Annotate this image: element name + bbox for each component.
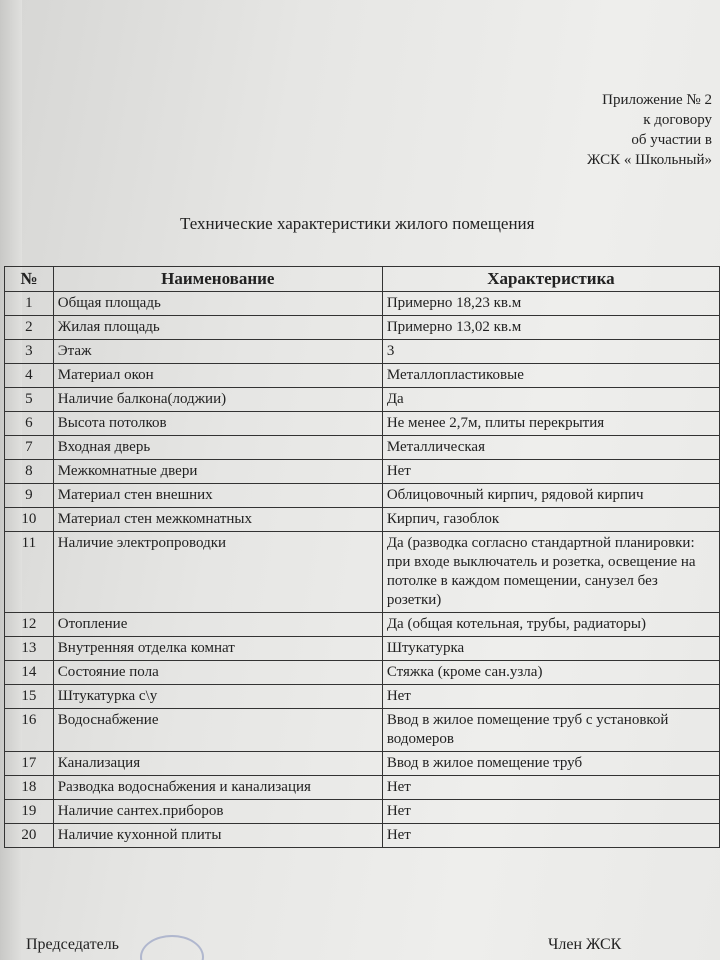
row-value: Нет	[382, 776, 719, 800]
row-name: Наличие электропроводки	[53, 532, 382, 613]
header-name: Наименование	[53, 267, 382, 292]
row-number: 18	[5, 776, 54, 800]
table-row	[5, 752, 720, 776]
row-value: Облицовочный кирпич, рядовой кирпич	[382, 484, 719, 508]
table-row	[5, 637, 720, 661]
row-name: Штукатурка с\у	[53, 685, 382, 709]
row-name: Внутренняя отделка комнат	[53, 637, 382, 661]
signature-chairman: Председатель	[26, 936, 119, 953]
row-number: 12	[5, 613, 54, 637]
row-value: Нет	[382, 460, 719, 484]
table-row	[5, 532, 720, 613]
table-row	[5, 388, 720, 412]
row-value: Нет	[382, 800, 719, 824]
row-name: Входная дверь	[53, 436, 382, 460]
row-value: Да (общая котельная, трубы, радиаторы)	[382, 613, 719, 637]
table-row	[5, 661, 720, 685]
row-number: 3	[5, 340, 54, 364]
table-row	[5, 709, 720, 752]
table-row	[5, 613, 720, 637]
row-name: Канализация	[53, 752, 382, 776]
row-number: 13	[5, 637, 54, 661]
row-name: Состояние пола	[53, 661, 382, 685]
row-name: Общая площадь	[53, 292, 382, 316]
row-number: 20	[5, 824, 54, 848]
table-row	[5, 800, 720, 824]
table-row	[5, 316, 720, 340]
row-value: Штукатурка	[382, 637, 719, 661]
row-value: Металлопластиковые	[382, 364, 719, 388]
row-value: Ввод в жилое помещение труб с установкой водомеров	[382, 709, 719, 752]
specifications-table	[4, 266, 720, 848]
table-row	[5, 460, 720, 484]
row-number: 6	[5, 412, 54, 436]
row-number: 7	[5, 436, 54, 460]
appendix-line-3: об участии в	[631, 132, 712, 148]
row-number: 8	[5, 460, 54, 484]
table-body	[5, 292, 720, 848]
table-row	[5, 685, 720, 709]
signature-member: Член ЖСК	[548, 936, 622, 953]
table-row	[5, 508, 720, 532]
row-number: 15	[5, 685, 54, 709]
row-number: 1	[5, 292, 54, 316]
table-row	[5, 776, 720, 800]
row-value: Примерно 13,02 кв.м	[382, 316, 719, 340]
row-name: Наличие балкона(лоджии)	[53, 388, 382, 412]
row-value: Нет	[382, 685, 719, 709]
row-name: Разводка водоснабжения и канализация	[53, 776, 382, 800]
row-number: 2	[5, 316, 54, 340]
row-value: Не менее 2,7м, плиты перекрытия	[382, 412, 719, 436]
header-num: №	[5, 267, 54, 292]
row-name: Наличие кухонной плиты	[53, 824, 382, 848]
row-name: Материал окон	[53, 364, 382, 388]
header-value: Характеристика	[382, 267, 719, 292]
row-value: Да	[382, 388, 719, 412]
table-row	[5, 484, 720, 508]
row-number: 14	[5, 661, 54, 685]
row-value: Кирпич, газоблок	[382, 508, 719, 532]
row-name: Материал стен межкомнатных	[53, 508, 382, 532]
row-value: 3	[382, 340, 719, 364]
row-number: 4	[5, 364, 54, 388]
row-name: Материал стен внешних	[53, 484, 382, 508]
row-number: 10	[5, 508, 54, 532]
table-row	[5, 364, 720, 388]
row-name: Высота потолков	[53, 412, 382, 436]
row-number: 19	[5, 800, 54, 824]
appendix-line-4: ЖСК « Школьный»	[587, 152, 712, 168]
row-name: Жилая площадь	[53, 316, 382, 340]
row-number: 17	[5, 752, 54, 776]
table-row	[5, 824, 720, 848]
table-row	[5, 292, 720, 316]
row-value: Стяжка (кроме сан.узла)	[382, 661, 719, 685]
table-header-row	[5, 267, 720, 292]
row-name: Водоснабжение	[53, 709, 382, 752]
row-name: Межкомнатные двери	[53, 460, 382, 484]
row-value: Ввод в жилое помещение труб	[382, 752, 719, 776]
row-value: Нет	[382, 824, 719, 848]
table-row	[5, 412, 720, 436]
row-name: Этаж	[53, 340, 382, 364]
row-value: Примерно 18,23 кв.м	[382, 292, 719, 316]
row-number: 5	[5, 388, 54, 412]
table-row	[5, 340, 720, 364]
row-number: 16	[5, 709, 54, 752]
row-number: 9	[5, 484, 54, 508]
document-title: Технические характеристики жилого помещения	[180, 214, 535, 233]
appendix-line-1: Приложение № 2	[602, 92, 712, 108]
appendix-line-2: к договору	[643, 112, 712, 128]
table-row	[5, 436, 720, 460]
row-value: Металлическая	[382, 436, 719, 460]
row-number: 11	[5, 532, 54, 613]
stamp-mark	[140, 935, 204, 960]
appendix-note	[587, 90, 712, 170]
row-name: Наличие сантех.приборов	[53, 800, 382, 824]
row-name: Отопление	[53, 613, 382, 637]
row-value: Да (разводка согласно стандартной планировки: при входе выключатель и розетка, освещение на потолке в каждом помещении, санузел без розетки)	[382, 532, 719, 613]
